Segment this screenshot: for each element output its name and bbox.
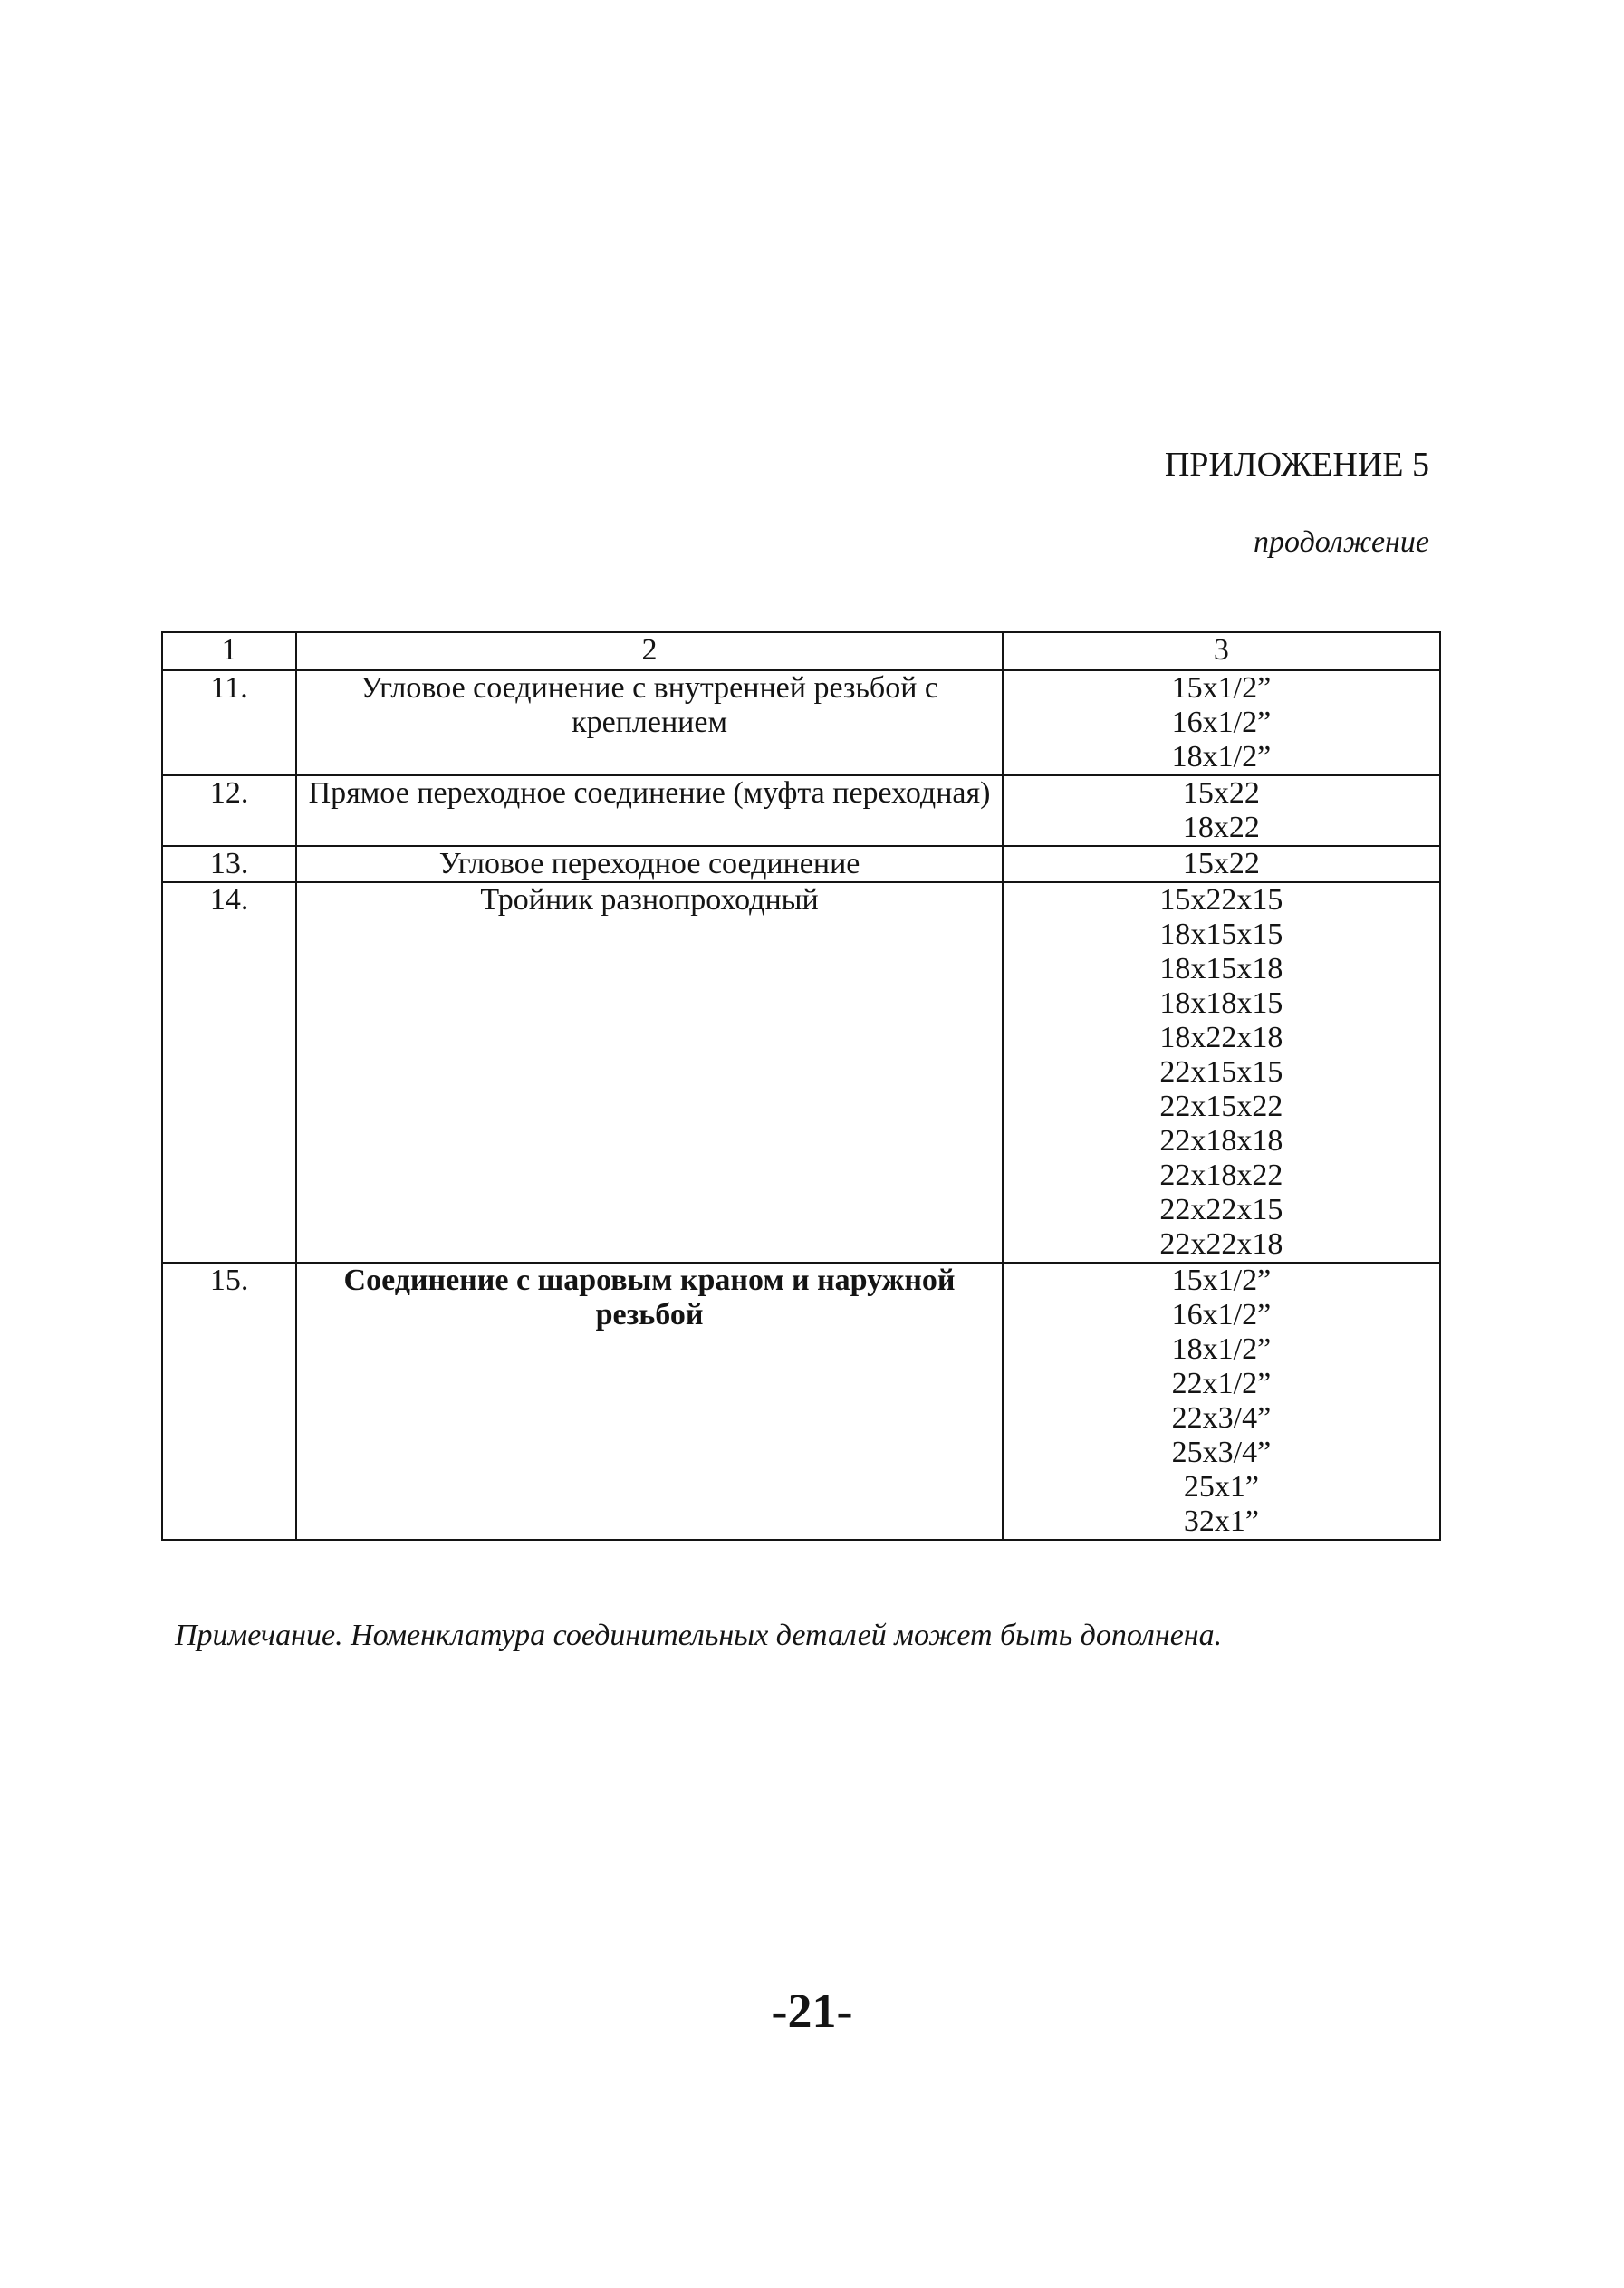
table-row	[162, 670, 1440, 775]
size-value: 25x1”	[1183, 1470, 1259, 1504]
table-row	[162, 846, 1440, 882]
size-value: 22x22x18	[1159, 1227, 1283, 1261]
size-value: 15x22	[1182, 776, 1260, 810]
size-value: 22x18x18	[1159, 1124, 1283, 1158]
size-value: 22x1/2”	[1171, 1367, 1272, 1400]
table-note: Примечание. Номенклатура соединительных деталей может быть дополнена.	[175, 1619, 1223, 1652]
size-value: 22x15x15	[1159, 1055, 1283, 1089]
size-value: 22x18x22	[1159, 1158, 1283, 1192]
appendix-title: ПРИЛОЖЕНИЕ 5	[1164, 446, 1429, 484]
table-header-row	[162, 632, 1440, 670]
table-row	[162, 775, 1440, 846]
fitting-sizes	[1003, 882, 1440, 1263]
row-number: 13.	[162, 846, 296, 882]
table-row	[162, 882, 1440, 1263]
size-value: 32x1”	[1183, 1505, 1259, 1538]
size-value: 18x1/2”	[1171, 740, 1272, 774]
size-value: 15x22	[1182, 847, 1260, 880]
row-number: 12.	[162, 775, 296, 846]
size-value: 16x1/2”	[1171, 1298, 1272, 1331]
fitting-sizes	[1003, 1263, 1440, 1540]
size-value: 25x3/4”	[1171, 1436, 1272, 1469]
row-number: 11.	[162, 670, 296, 775]
size-value: 16x1/2”	[1171, 706, 1272, 739]
size-value: 18x22	[1182, 811, 1260, 844]
size-value: 18x15x15	[1159, 918, 1283, 951]
row-number: 14.	[162, 882, 296, 1263]
size-value: 22x15x22	[1159, 1090, 1283, 1123]
fitting-sizes	[1003, 775, 1440, 846]
size-value: 22x3/4”	[1171, 1401, 1272, 1435]
fitting-name: Угловое переходное соединение	[296, 846, 1003, 882]
fitting-name: Тройник разнопроходный	[296, 882, 1003, 1263]
column-header-3: 3	[1003, 632, 1440, 670]
fitting-name: Прямое переходное соединение (муфта переходная)	[296, 775, 1003, 846]
fitting-sizes	[1003, 670, 1440, 775]
page-number: -21-	[771, 1984, 853, 2038]
size-value: 18x1/2”	[1171, 1332, 1272, 1366]
row-number: 15.	[162, 1263, 296, 1540]
fitting-sizes	[1003, 846, 1440, 882]
table-row	[162, 1263, 1440, 1540]
size-value: 15x22x15	[1159, 883, 1283, 917]
size-value: 18x22x18	[1159, 1021, 1283, 1054]
column-header-2: 2	[296, 632, 1003, 670]
size-value: 18x18x15	[1159, 986, 1283, 1020]
column-header-1: 1	[162, 632, 296, 670]
fitting-name: Соединение с шаровым краном и наружной резьбой	[296, 1263, 1003, 1540]
fittings-table	[161, 631, 1441, 1541]
fitting-name: Угловое соединение с внутренней резьбой с креплением	[296, 670, 1003, 775]
size-value: 15x1/2”	[1171, 671, 1272, 705]
size-value: 22x22x15	[1159, 1193, 1283, 1226]
size-value: 18x15x18	[1159, 952, 1283, 985]
size-value: 15x1/2”	[1171, 1264, 1272, 1297]
continuation-label: продолжение	[1254, 525, 1429, 559]
